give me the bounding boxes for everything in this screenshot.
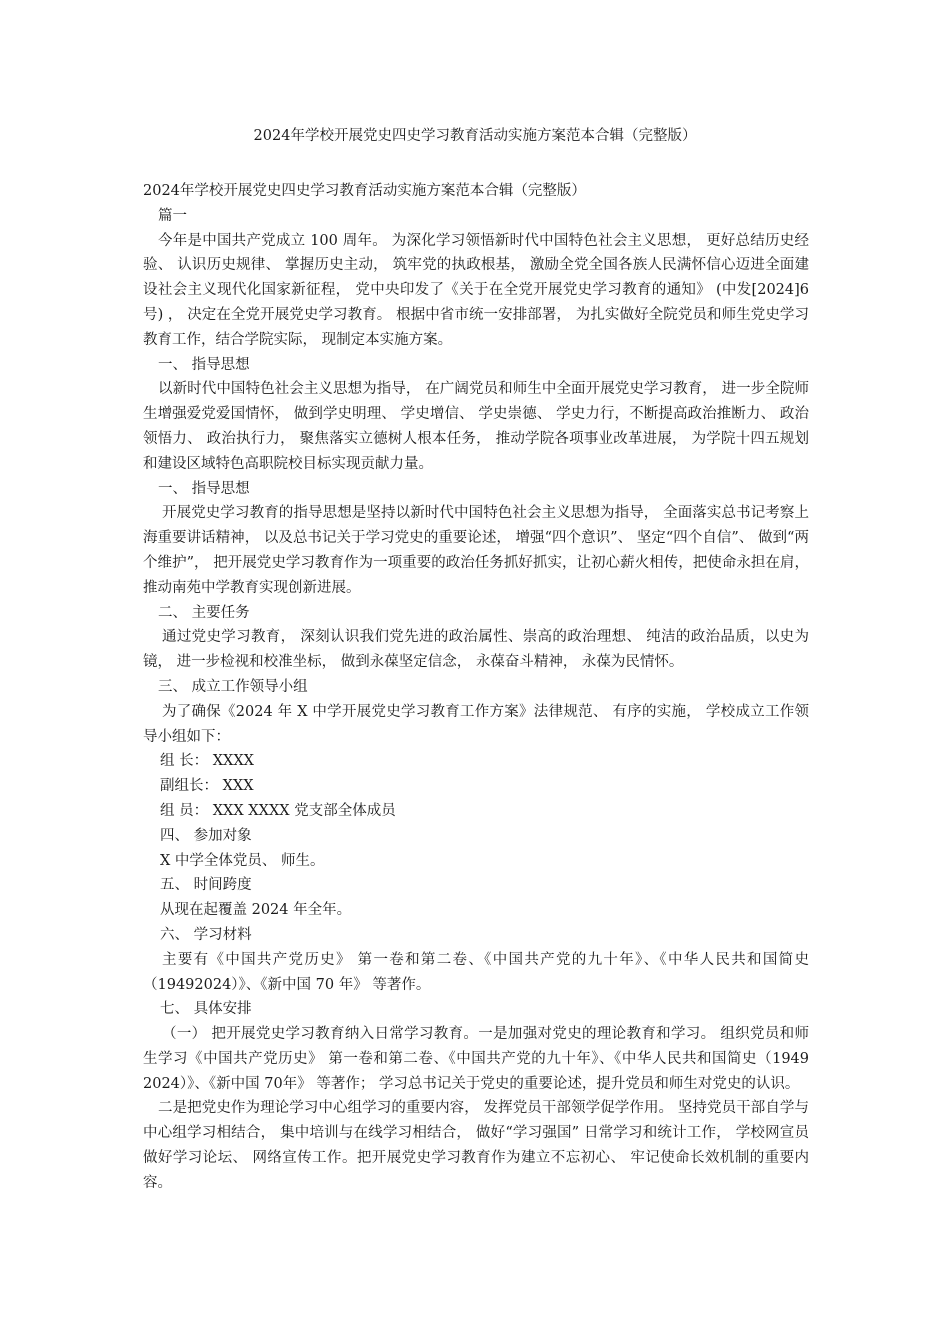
heading-specific-arrangements: 七、 具体安排: [160, 1001, 252, 1018]
heading-guiding-thought-2: 一、 指导思想: [158, 480, 250, 497]
paragraph-time-span: 从现在起覆盖 2024 年全年。: [160, 902, 352, 919]
paragraph-arrangement-1: （一） 把开展党史学习教育纳入日常学习教育。一是加强对党史的理论教育和学习。 组织党员和师生学习《中国共产党历史》 第一卷和第二卷、《中国共产党的九十年》、《中华人民共和国简史（1949 2024）》、《新中国 70年》 等著作； 学习总书记关于党史的重要论述，提升党员和师生对党史的认识。: [143, 1026, 809, 1092]
heading-guiding-thought-1: 一、 指导思想: [158, 356, 250, 373]
heading-main-tasks: 二、 主要任务: [158, 604, 250, 621]
group-leader-line: 组 长： XXXX: [160, 753, 255, 770]
heading-time-span: 五、 时间跨度: [160, 877, 252, 894]
heading-leading-group: 三、 成立工作领导小组: [158, 678, 308, 695]
paragraph-guiding-thought-2: 开展党史学习教育的指导思想是坚持以新时代中国特色社会主义思想为指导， 全面落实总书记考察上海重要讲话精神， 以及总书记关于学习党史的重要论述， 增强“四个意识”、 坚定“四个自信”、 做到“两个维护”， 把开展党史学习教育作为一项重要的政治任务抓好抓实，让初心薪火相传，把使命永担在肩， 推动南苑中学教育实现创新进展。: [143, 505, 809, 596]
section-label-pian-yi: 篇一: [158, 207, 187, 224]
paragraph-guiding-thought-1: 以新时代中国特色社会主义思想为指导， 在广阔党员和师生中全面开展党史学习教育， 进一步全院师生增强爱党爱国情怀， 做到学史明理、 学史增信、 学史崇德、 学史力行，不断提高政治推断力、 政治领悟力、 政治执行力， 聚焦落实立德树人根本任务， 推动学院各项事业改革进展， 为学院十四五规划和建设区域特色高职院校目标实现贡献力量。: [143, 381, 809, 472]
paragraph-study-materials: 主要有《中国共产党历史》 第一卷和第二卷、《中国共产党的九十年》、《中华人民共和国简史（19492024）》、《新中国 70 年》 等著作。: [143, 951, 809, 993]
paragraph-arrangement-2: 二是把党史作为理论学习中心组学习的重要内容， 发挥党员干部领学促学作用。 坚持党员干部自学与中心组学习相结合， 集中培训与在线学习相结合， 做好“学习强国” 日常学习和统计工作， 学校网宣员做好学习论坛、 网络宣传工作。把开展党史学习教育作为建立不忘初心、 牢记使命长效机制的重要内容。: [143, 1100, 809, 1191]
heading-participants: 四、 参加对象: [160, 827, 252, 844]
group-members-line: 组 员： XXX XXXX 党支部全体成员: [160, 802, 396, 819]
document-title: 2024年学校开展党史四史学习教育活动实施方案范本合辑（完整版）: [253, 128, 697, 144]
deputy-leader-line: 副组长： XXX: [160, 778, 254, 795]
subtitle-line: 2024年学校开展党史四史学习教育活动实施方案范本合辑（完整版）: [143, 183, 586, 199]
paragraph-leading-group: 为了确保《2024 年 X 中学开展党史学习教育工作方案》法律规范、 有序的实施， 学校成立工作领导小组如下：: [143, 703, 809, 745]
document-body: [143, 179, 809, 1196]
paragraph-main-tasks: 通过党史学习教育， 深刻认识我们党先进的政治属性、崇高的政治理想、 纯洁的政治品质，以史为镜， 进一步检视和校准坐标， 做到永葆坚定信念， 永葆奋斗精神， 永葆为民情怀。: [143, 629, 809, 671]
intro-paragraph: 今年是中国共产党成立 100 周年。 为深化学习领悟新时代中国特色社会主义思想， 更好总结历史经验、 认识历史规律、 掌握历史主动， 筑牢党的执政根基， 激励全党全国各族人民满怀信心迈进全面建设社会主义现代化国家新征程， 党中央印发了《关于在全党开展党史学习教育的通知》 (中发[2024]6 号) ， 决定在全党开展党史学习教育。 根据中省市统一安排部署， 为扎实做好全院党员和师生党史学习教育工作，结合学院实际， 现制定本实施方案。: [143, 232, 809, 348]
paragraph-participants: X 中学全体党员、 师生。: [160, 852, 325, 869]
heading-study-materials: 六、 学习材料: [160, 926, 252, 943]
